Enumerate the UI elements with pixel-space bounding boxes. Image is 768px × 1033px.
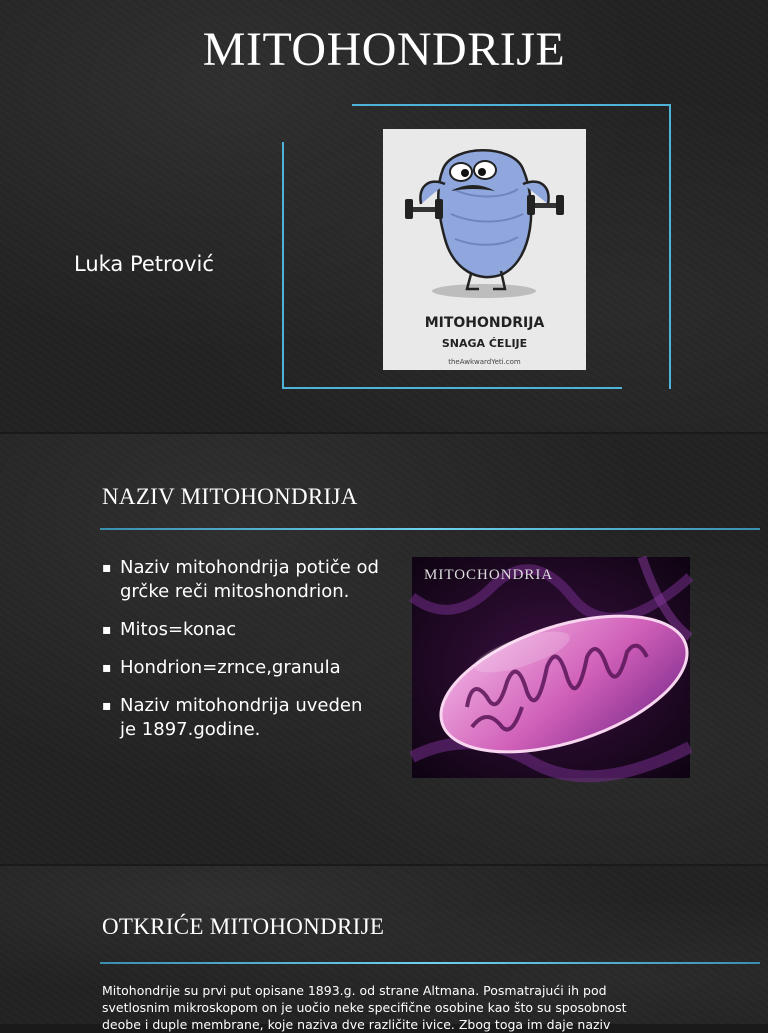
bullet-list bbox=[102, 556, 382, 756]
slide-naziv bbox=[0, 434, 768, 864]
bullet-marker: ▪ bbox=[102, 560, 112, 576]
bullet-marker: ▪ bbox=[102, 698, 112, 714]
bullet-item: ▪ Naziv mitohondrija uveden je 1897.godine. bbox=[102, 695, 363, 740]
slide-otkrice bbox=[0, 866, 768, 1032]
bullet-marker: ▪ bbox=[102, 622, 112, 638]
mitochondria-cartoon-image bbox=[383, 129, 586, 370]
author-name: Luka Petrović bbox=[74, 252, 214, 276]
frame-left-line bbox=[282, 142, 284, 389]
image-caption-main: MITOHONDRIJA bbox=[424, 315, 545, 331]
bullet-item: ▪ Mitos=konac bbox=[102, 619, 237, 640]
frame-right-line bbox=[669, 104, 671, 389]
heading-underline bbox=[100, 962, 760, 964]
cartoon-mitochondria-illustration bbox=[383, 129, 586, 314]
frame-top-line bbox=[352, 104, 670, 106]
bullet-marker: ▪ bbox=[102, 660, 112, 676]
bullet-item: ▪ Hondrion=zrnce,granula bbox=[102, 657, 341, 678]
slide-title-heading: MITOHONDRIJE bbox=[202, 23, 566, 76]
mitochondria-image bbox=[412, 557, 690, 778]
image-label: MITOCHONDRIA bbox=[424, 567, 554, 583]
frame-bottom-line bbox=[282, 387, 622, 389]
mitochondria-illustration bbox=[412, 557, 690, 778]
image-credit: theAwkwardYeti.com bbox=[448, 358, 521, 366]
bullet-item: ▪ Naziv mitohondrija potiče od grčke reči mitoshondrion. bbox=[102, 557, 379, 602]
heading-underline bbox=[100, 528, 760, 530]
slide-title bbox=[0, 0, 768, 432]
slide-heading: NAZIV MITOHONDRIJA bbox=[102, 484, 358, 509]
slide-heading: OTKRIĆE MITOHONDRIJE bbox=[102, 914, 385, 939]
image-caption-sub: SNAGA ĆELIJE bbox=[441, 337, 528, 350]
slide-paragraph: Mitohondrije su prvi put opisane 1893.g. od strane Altmana. Posmatrajući ih pod svetlosnim mikroskopom on je uočio neke specifične osobine kao što su sposobnost deobe i duple membrane, koje naziva dve različite ivice. Zbog toga im daje naziv bbox=[102, 983, 627, 1032]
